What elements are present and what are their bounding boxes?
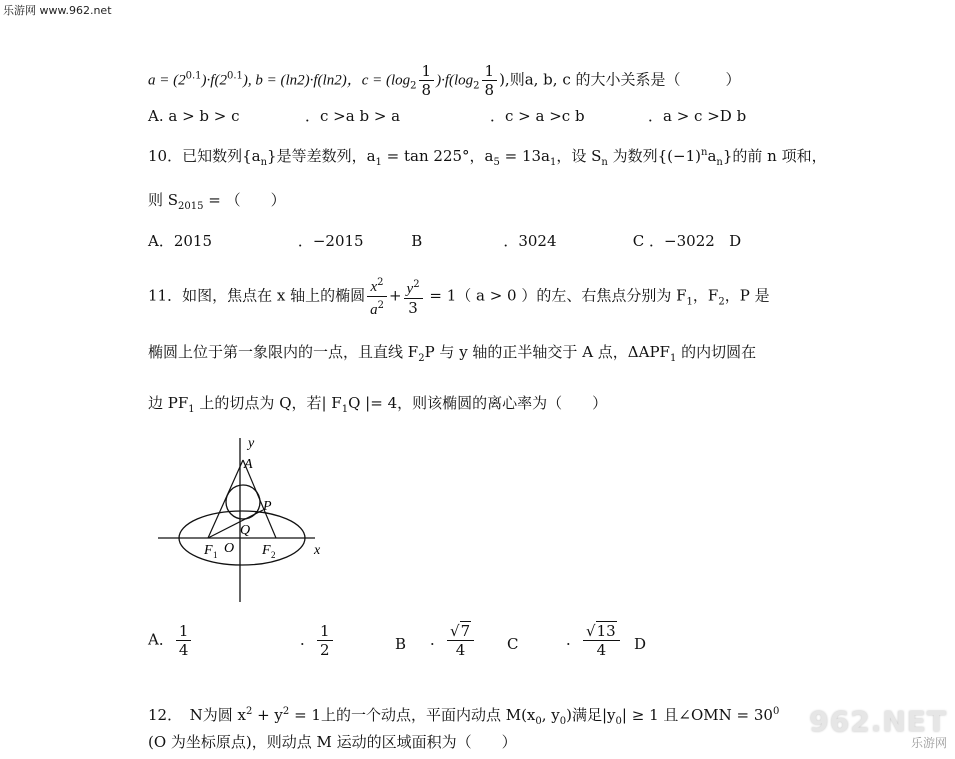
label-q: Q bbox=[240, 523, 251, 538]
label-x: x bbox=[314, 543, 321, 558]
q9-option-c: ．c > a >c b bbox=[490, 107, 585, 125]
q9-frac-2: $\frac{1}{8}$ bbox=[482, 62, 498, 99]
site-logo-watermark bbox=[809, 705, 947, 751]
q11-option-a: A． $\frac{1}{4}$ bbox=[148, 622, 193, 659]
q9-option-d: ．a > c >D b bbox=[648, 107, 747, 125]
q11-label-d: D bbox=[634, 635, 647, 653]
q9-option-b: ．c >a b > a bbox=[305, 107, 401, 125]
q10-stem: 10．已知数列$\{a_n\}$是等差数列，$a_1 = \tan 225^\circ$，$a_5 = 13a_1$，设 $S_n$ 为数列$\{(-1)^na_n\}$的前 n 项和， bbox=[148, 147, 827, 168]
q11-option-d: ． $\frac{√13}{4}$ bbox=[566, 622, 622, 659]
ellipse-figure bbox=[150, 430, 340, 605]
line-f1-p bbox=[208, 510, 263, 538]
label-f1: F bbox=[204, 543, 213, 558]
q11-label-c: C bbox=[507, 635, 519, 653]
q9-text-a2: )·f(2 bbox=[201, 72, 227, 89]
q11-stem: 11．如图，焦点在 x 轴上的椭圆 $\frac{x^2}{a^2}$ + $\frac{y^2}{3}$ = 1（ a > 0 ）的左、右焦点分别为 $F_1$，$F_2$，P 是 bbox=[148, 274, 770, 319]
q9-stem bbox=[148, 62, 741, 99]
q9-option-a: A. a > b > c bbox=[148, 107, 240, 125]
q9-text-a3: ), b = (ln2)·f(ln2)，c = (log bbox=[242, 72, 411, 89]
logo-text: 962.NET bbox=[809, 705, 947, 738]
site-watermark: 乐游网 www.962.net bbox=[3, 4, 112, 17]
label-f1-sub: 1 bbox=[213, 550, 218, 560]
q9-exp-1: 0.1 bbox=[185, 70, 202, 82]
q9-frac-1: $\frac{1}{8}$ bbox=[419, 62, 435, 99]
q11-option-c: ． $\frac{√7}{4}$ bbox=[430, 622, 476, 659]
q9-base-1: 2 bbox=[410, 80, 417, 92]
q10-stem-line2: 则 $S_{2015}$ = （ ） bbox=[148, 191, 286, 212]
label-o: O bbox=[224, 541, 235, 556]
q9-exp-2: 0.1 bbox=[226, 70, 243, 82]
label-p: P bbox=[263, 499, 272, 514]
q9-text-a: a = (2 bbox=[148, 72, 186, 89]
q9-tail: ),则a, b, c 的大小关系是（ ） bbox=[499, 70, 741, 89]
label-a: A bbox=[244, 457, 253, 472]
q11-option-b: ． $\frac{1}{2}$ bbox=[300, 622, 335, 659]
q10-options: A．2015 ．−2015 B ．3024 C ．−3022 D bbox=[148, 232, 742, 250]
q12-stem: 12． N为圆 $x^2 + y^2 = 1$上的一个动点，平面内动点 $M(x_0$, $y_0$)满足$|y_0| \ge 1$ 且∠OMN = $30^0$ bbox=[148, 706, 780, 727]
line-f1-a bbox=[208, 460, 243, 538]
q11-stem-line2: 椭圆上位于第一象限内的一点，且直线 $F_2P$ 与 y 轴的正半轴交于 A 点，$\Delta APF_1$ 的内切圆在 bbox=[148, 343, 757, 364]
label-f2: F bbox=[262, 543, 271, 558]
q9-base-2: 2 bbox=[473, 80, 480, 92]
logo-subtext: 乐游网 bbox=[910, 736, 947, 750]
q11-label-b: B bbox=[395, 635, 407, 653]
q11-stem-line3: 边 $PF_1$ 上的切点为 Q，若| $F_1Q$ |= 4，则该椭圆的离心率为（ ） bbox=[148, 394, 608, 415]
q9-text-c2: )·f(log bbox=[436, 72, 474, 89]
label-y: y bbox=[248, 436, 255, 451]
label-f2-sub: 2 bbox=[271, 550, 276, 560]
q12-stem-line2: (O 为坐标原点)，则动点 M 运动的区域面积为（ ） bbox=[148, 733, 517, 751]
